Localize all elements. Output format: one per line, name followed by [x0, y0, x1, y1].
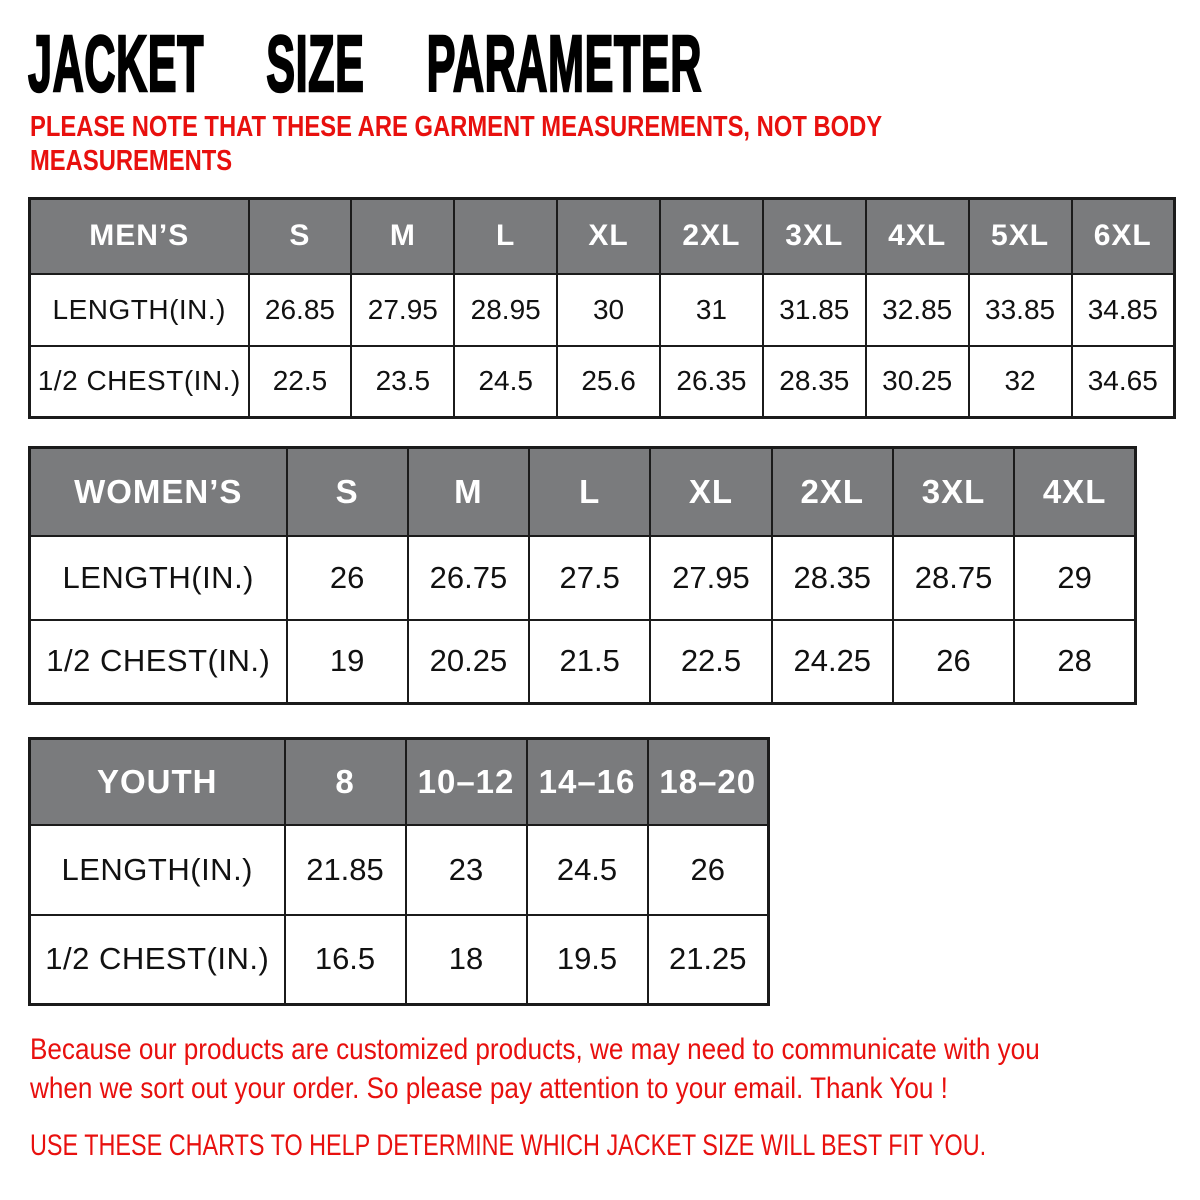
value-cell: 30.25	[866, 346, 969, 418]
value-cell: 19.5	[527, 915, 648, 1005]
value-cell: 22.5	[650, 620, 771, 704]
value-cell: 24.5	[454, 346, 557, 418]
value-cell: 26	[287, 536, 408, 620]
measurement-row	[30, 536, 1136, 620]
value-cell: 34.65	[1072, 346, 1175, 418]
note-line-1: PLEASE NOTE THAT THESE ARE GARMENT MEASUREMENTS, NOT BODY	[30, 111, 883, 143]
value-cell: 21.5	[529, 620, 650, 704]
size-header-cell: 10–12	[406, 739, 527, 825]
page-title: JACKET SIZE PARAMETER	[28, 19, 702, 108]
value-cell: 28.95	[454, 274, 557, 346]
size-header-cell: S	[249, 199, 352, 274]
table-title-cell: MEN’S	[30, 199, 249, 274]
value-cell: 24.5	[527, 825, 648, 915]
size-header-cell: 8	[285, 739, 406, 825]
value-cell: 25.6	[557, 346, 660, 418]
measurement-row	[30, 346, 1175, 418]
row-label-cell: LENGTH(IN.)	[30, 536, 287, 620]
value-cell: 26.85	[249, 274, 352, 346]
size-header-cell: M	[408, 448, 529, 536]
value-cell: 21.25	[648, 915, 769, 1005]
value-cell: 23.5	[351, 346, 454, 418]
womens-size-table	[28, 446, 1137, 703]
size-header-cell: 3XL	[763, 199, 866, 274]
value-cell: 27.95	[351, 274, 454, 346]
size-header-cell: S	[287, 448, 408, 536]
value-cell: 21.85	[285, 825, 406, 915]
size-header-cell: 14–16	[527, 739, 648, 825]
size-header-cell: 4XL	[866, 199, 969, 274]
value-cell: 27.5	[529, 536, 650, 620]
value-cell: 22.5	[249, 346, 352, 418]
size-header-cell: L	[529, 448, 650, 536]
value-cell: 33.85	[969, 274, 1072, 346]
size-header-cell: 3XL	[893, 448, 1014, 536]
note-line-2: MEASUREMENTS	[30, 145, 233, 177]
value-cell: 32.85	[866, 274, 969, 346]
row-label-cell: LENGTH(IN.)	[30, 274, 249, 346]
value-cell: 16.5	[285, 915, 406, 1005]
value-cell: 34.85	[1072, 274, 1175, 346]
measurement-row	[30, 825, 769, 915]
value-cell: 28	[1014, 620, 1135, 704]
size-header-cell: L	[454, 199, 557, 274]
table-title-cell: WOMEN’S	[30, 448, 287, 536]
size-header-cell: XL	[650, 448, 771, 536]
usage-instruction: USE THESE CHARTS TO HELP DETERMINE WHICH JACKET SIZE WILL BEST FIT YOU.	[30, 1129, 987, 1162]
value-cell: 26.35	[660, 346, 763, 418]
size-header-cell: M	[351, 199, 454, 274]
size-header-cell: 4XL	[1014, 448, 1135, 536]
customization-notice-line-1: Because our products are customized products, we may need to communicate with you	[30, 1033, 1040, 1066]
value-cell: 24.25	[772, 620, 893, 704]
mens-size-table	[28, 197, 1176, 416]
value-cell: 31.85	[763, 274, 866, 346]
row-label-cell: 1/2 CHEST(IN.)	[30, 620, 287, 704]
womens-size-table-grid	[28, 446, 1137, 705]
size-header-cell: 2XL	[772, 448, 893, 536]
row-label-cell: 1/2 CHEST(IN.)	[30, 915, 285, 1005]
value-cell: 20.25	[408, 620, 529, 704]
customization-notice-line-2: when we sort out your order. So please pay attention to your email. Thank You !	[30, 1072, 948, 1105]
size-header-cell: 18–20	[648, 739, 769, 825]
value-cell: 28.35	[763, 346, 866, 418]
mens-size-table-grid	[28, 197, 1176, 419]
value-cell: 28.75	[893, 536, 1014, 620]
value-cell: 29	[1014, 536, 1135, 620]
measurement-row	[30, 620, 1136, 704]
value-cell: 18	[406, 915, 527, 1005]
value-cell: 28.35	[772, 536, 893, 620]
table-title-cell: YOUTH	[30, 739, 285, 825]
customization-notice	[30, 1030, 1040, 1108]
youth-size-table	[28, 737, 770, 1003]
size-header-row	[30, 739, 769, 825]
size-header-row	[30, 448, 1136, 536]
size-header-cell: 5XL	[969, 199, 1072, 274]
size-header-cell: 6XL	[1072, 199, 1175, 274]
garment-measurement-note	[30, 110, 882, 178]
value-cell: 26.75	[408, 536, 529, 620]
value-cell: 26	[893, 620, 1014, 704]
value-cell: 23	[406, 825, 527, 915]
row-label-cell: LENGTH(IN.)	[30, 825, 285, 915]
value-cell: 31	[660, 274, 763, 346]
measurement-row	[30, 915, 769, 1005]
youth-size-table-grid	[28, 737, 770, 1006]
value-cell: 32	[969, 346, 1072, 418]
size-header-cell: XL	[557, 199, 660, 274]
size-header-row	[30, 199, 1175, 274]
row-label-cell: 1/2 CHEST(IN.)	[30, 346, 249, 418]
value-cell: 19	[287, 620, 408, 704]
value-cell: 30	[557, 274, 660, 346]
measurement-row	[30, 274, 1175, 346]
value-cell: 26	[648, 825, 769, 915]
value-cell: 27.95	[650, 536, 771, 620]
size-header-cell: 2XL	[660, 199, 763, 274]
